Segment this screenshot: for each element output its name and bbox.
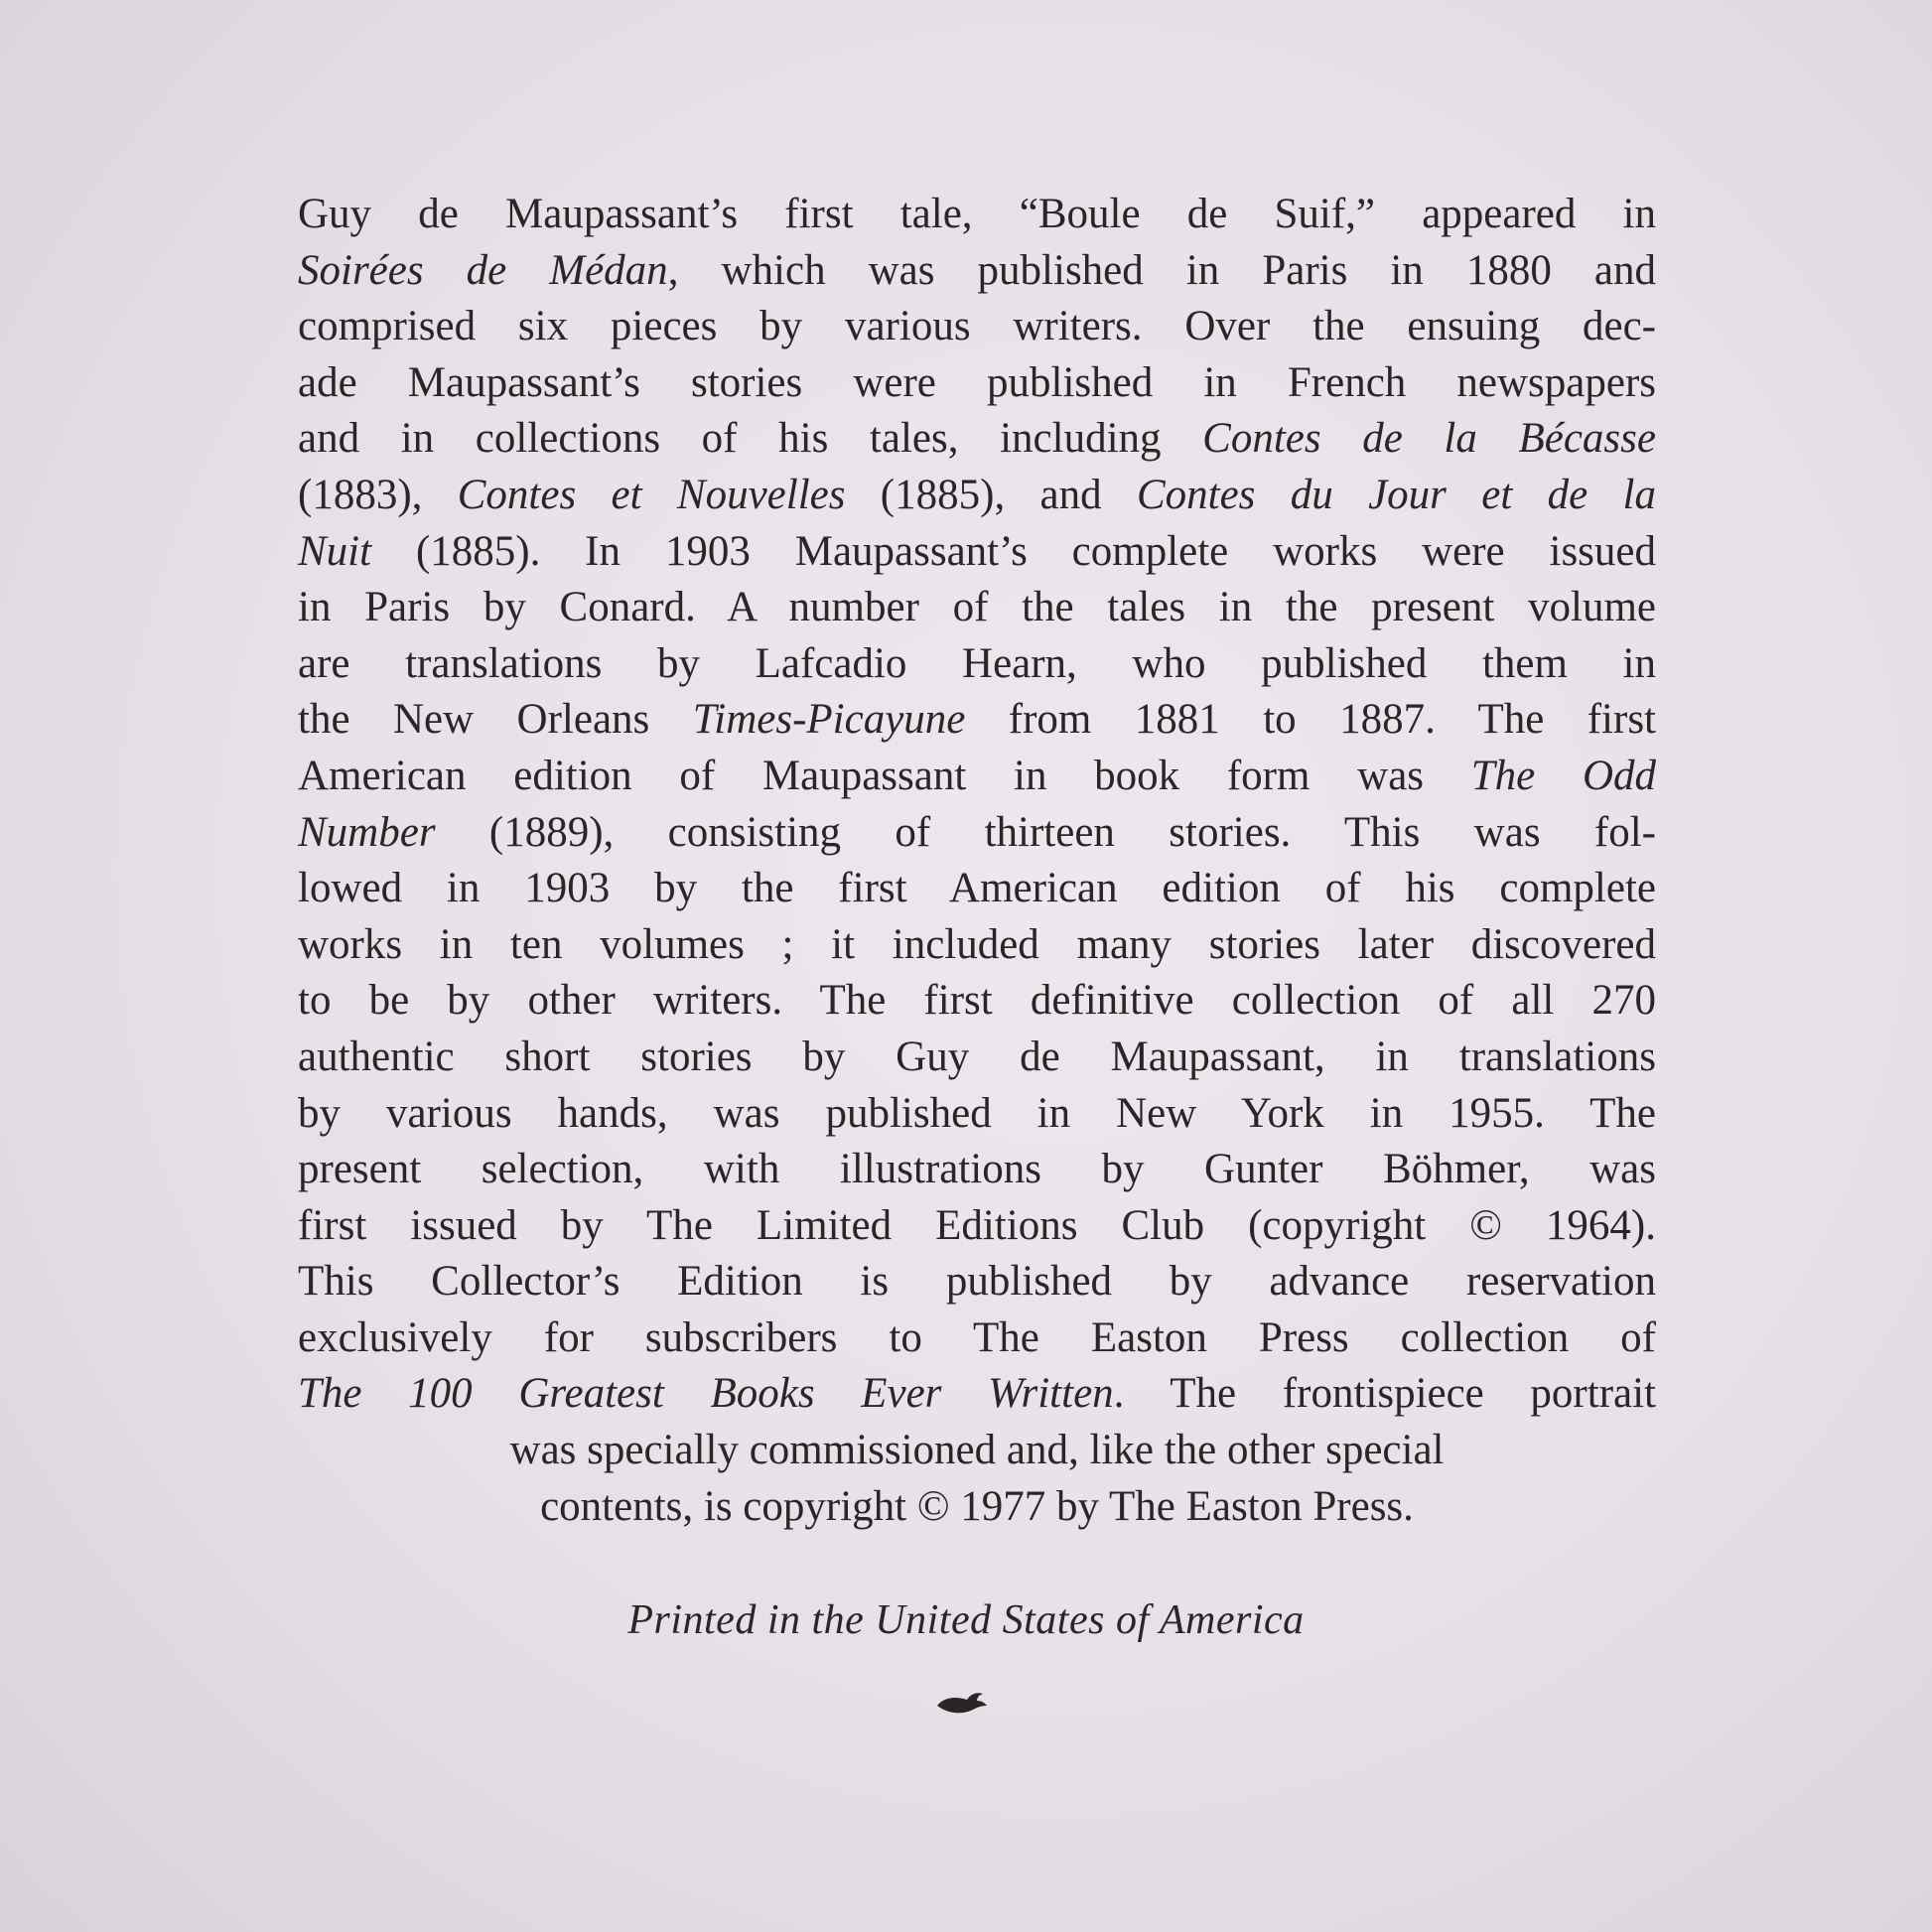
text-line — [298, 468, 1656, 524]
text-segment: (1889), consisting of thirteen stories. This was fol- — [435, 808, 1656, 856]
italic-title-text: The 100 Greatest Books Ever Written — [298, 1370, 1114, 1418]
text-segment: (1885), and — [845, 471, 1137, 518]
text-segment: (1885). In 1903 Maupassant’s complete works were issued — [371, 527, 1656, 575]
text-segment: ade Maupassant’s stories were published in French newspapers — [298, 358, 1656, 406]
text-line — [298, 1086, 1656, 1143]
text-line — [298, 524, 1656, 581]
text-line — [298, 692, 1656, 749]
text-segment: the New Orleans — [298, 696, 693, 744]
italic-title-text: Number — [298, 808, 436, 856]
text-segment: comprised six pieces by various writers. Over the ensuing dec- — [298, 303, 1656, 350]
text-segment: in Paris by Conard. A number of the tales in the present volume — [298, 584, 1656, 631]
text-segment: , which was published in Paris in 1880 and — [667, 246, 1656, 294]
text-line — [298, 355, 1656, 412]
text-segment: lowed in 1903 by the first American edition of his complete — [298, 865, 1656, 912]
text-segment: works in ten volumes ; it included many stories later discovered — [298, 920, 1656, 968]
text-segment: to be by other writers. The first definitive collection of all 270 — [298, 977, 1656, 1025]
text-line — [298, 805, 1656, 862]
text-segment: was specially commissioned and, like the other special — [509, 1427, 1445, 1474]
text-line — [298, 1254, 1656, 1311]
italic-title-text: Contes du Jour et de la — [1136, 471, 1656, 518]
italic-title-text: Nuit — [298, 527, 372, 575]
text-segment: first issued by The Limited Editions Club (copyright © 1964). — [298, 1201, 1656, 1249]
text-line — [298, 1142, 1656, 1198]
text-segment: Guy de Maupassant’s first tale, “Boule de Suif,” appeared in — [298, 191, 1656, 237]
printed-in-imprint: Printed in the United States of America — [627, 1597, 1305, 1643]
italic-title-text: Soirées de Médan — [298, 246, 668, 294]
text-segment: contents, is copyright © 1977 by The Easton Press. — [540, 1482, 1414, 1530]
text-line — [298, 917, 1656, 974]
italic-title-text: Times-Picayune — [692, 696, 966, 744]
text-line — [298, 861, 1656, 917]
bird-ornament-icon — [933, 1688, 989, 1716]
text-line — [298, 187, 1656, 243]
text-segment: from 1881 to 1887. The first — [965, 696, 1657, 744]
text-line — [298, 749, 1656, 805]
text-segment: American edition of Maupassant in book form was — [298, 752, 1471, 799]
text-segment: and in collections of his tales, including — [298, 415, 1203, 463]
text-line — [298, 1423, 1656, 1479]
text-line — [298, 1198, 1656, 1255]
text-line — [298, 411, 1656, 468]
text-segment: This Collector’s Edition is published by advance reservation — [298, 1258, 1656, 1306]
text-line — [298, 1479, 1656, 1536]
text-segment: authentic short stories by Guy de Maupassant, in translations — [298, 1033, 1656, 1080]
text-segment: (1883), — [298, 471, 458, 518]
text-line — [298, 973, 1656, 1030]
colophon-paragraph — [298, 187, 1656, 1535]
text-segment: . The frontispiece portrait — [1113, 1370, 1656, 1418]
text-line — [298, 580, 1656, 636]
text-line — [298, 1366, 1656, 1423]
text-line — [298, 243, 1656, 300]
text-segment: by various hands, was published in New York in 1955. The — [298, 1089, 1656, 1137]
text-segment: present selection, with illustrations by Gunter Böhmer, was — [298, 1146, 1656, 1193]
text-line — [298, 299, 1656, 355]
text-line — [298, 1311, 1656, 1367]
text-line — [298, 636, 1656, 693]
italic-title-text: The Odd — [1470, 752, 1656, 799]
text-segment: exclusively for subscribers to The Easton Press collection of — [298, 1313, 1656, 1361]
italic-title-text: Contes et Nouvelles — [457, 471, 846, 518]
italic-title-text: Contes de la Bécasse — [1202, 415, 1656, 463]
text-line — [298, 1030, 1656, 1086]
text-segment: are translations by Lafcadio Hearn, who published them in — [298, 639, 1656, 687]
